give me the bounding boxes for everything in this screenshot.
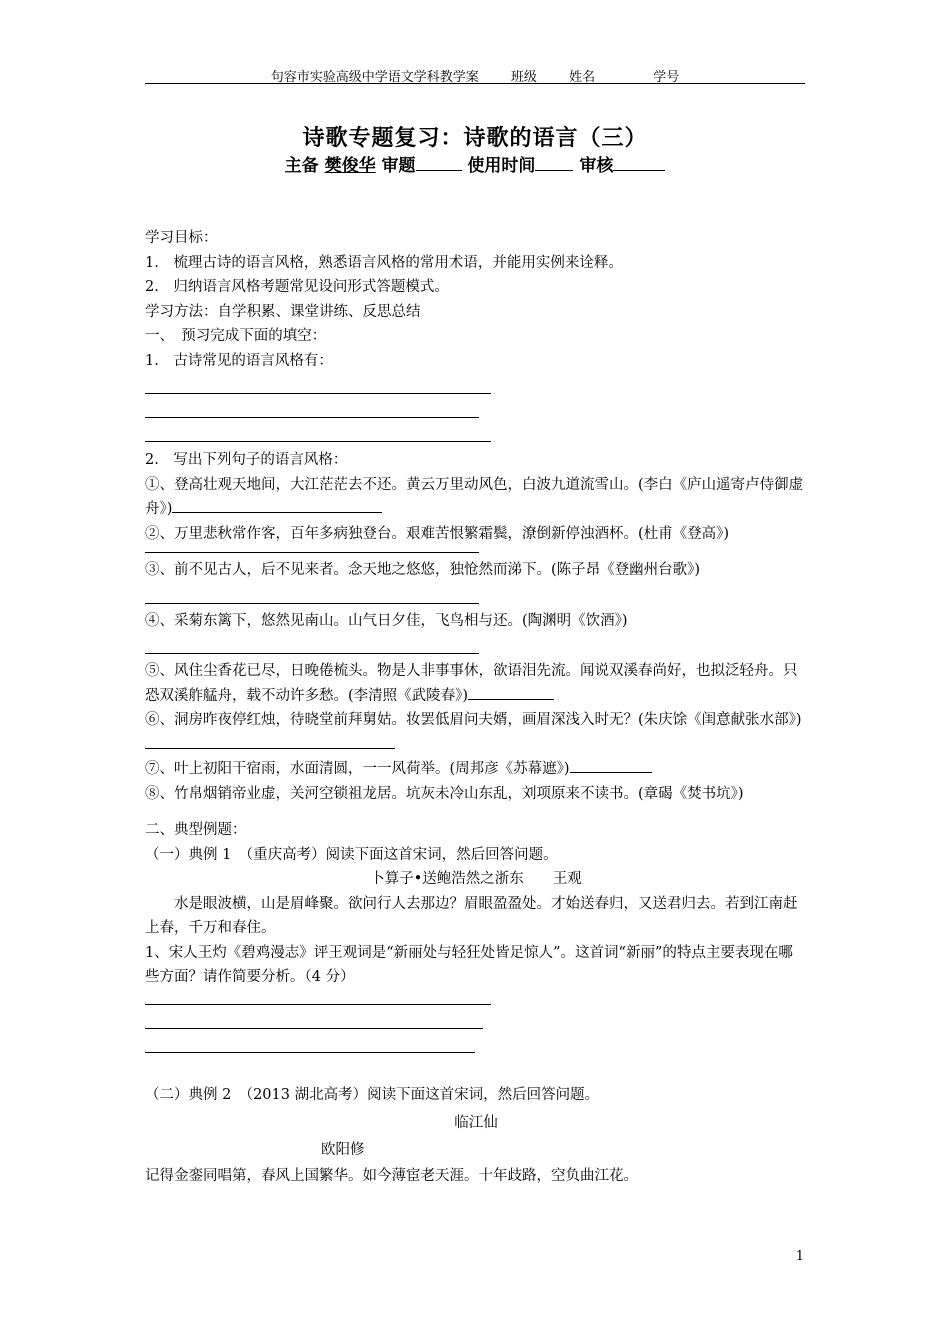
example1-intro: （一）典例 1 （重庆高考）阅读下面这首宋词，然后回答问题。 <box>145 846 558 863</box>
objectives-heading: 学习目标： <box>145 230 218 246</box>
document-body <box>145 226 807 1189</box>
answer-blank <box>570 758 652 773</box>
page-title: 诗歌专题复习：诗歌的语言（三） <box>302 126 648 151</box>
answer-line <box>145 653 479 654</box>
sentence-item: ⑦、叶上初阳干宿雨，水面清圆，一一风荷举。(周邦彦《苏幕遮》) <box>145 757 807 782</box>
poem2-line: 记得金銮同唱第，春风上国繁华。如今薄宦老天涯。十年歧路，空负曲江花。 <box>145 1168 638 1184</box>
answer-blank <box>468 685 554 700</box>
section2-heading: 二、典型例题： <box>145 822 247 838</box>
poem2-title: 临江仙 <box>454 1115 498 1131</box>
time-blank <box>535 156 573 171</box>
poem1-title: 卜算子•送鲍浩然之浙东 王观 <box>370 871 582 887</box>
sentence-item: ⑤、风住尘香花已尽，日晚倦梳头。物是人非事事休，欲语泪先流。闻说双溪春尚好，也拟泛轻舟。只恐双溪舴艋舟，载不动许多愁。(李清照《武陵春》) <box>145 663 798 704</box>
subtitle-line <box>145 151 805 176</box>
sentence-item: ⑥、洞房昨夜停红烛，待晓堂前拜舅姑。妆罢低眉问夫婿，画眉深浅入时无？(朱庆馀《闺意献张水部》) <box>145 708 807 757</box>
review-label: 审题 <box>381 156 416 176</box>
sentence-item: ③、前不见古人，后不见来者。念天地之悠悠，独怆然而涕下。(陈子昂《登幽州台歌》) <box>145 562 701 578</box>
question-1: 1. 古诗常见的语言风格有： <box>145 352 333 369</box>
poem1-text: 水是眼波横，山是眉峰聚。欲问行人去那边？眉眼盈盈处。才始送春归，又送君归去。若到江南赶上春，千万和春住。 <box>145 895 798 936</box>
time-label: 使用时间 <box>467 156 536 176</box>
sentence-item: ②、万里悲秋常作客，百年多病独登台。艰难苦恨繁霜鬓，潦倒新停浊酒杯。(杜甫《登高》) <box>145 525 730 542</box>
sentence-item: ④、采菊东篱下，悠然见南山。山气日夕佳，飞鸟相与还。(陶渊明《饮酒》) <box>145 612 628 629</box>
sentence-item: ⑧、竹帛烟销帝业虚，关河空锁祖龙居。坑灰未冷山东乱，刘项原来不读书。(章碣《焚书坑》) <box>145 785 744 802</box>
example1-question: 1、宋人王灼《碧鸡漫志》评王观词是“新丽处与轻狂处皆足惊人”。这首词“新丽”的特点主要表现在哪些方面？请作简要分析。（4 分） <box>145 944 793 985</box>
objective-item: 1. 梳理古诗的语言风格，熟悉语言风格的常用术语，并能用实例来诠释。 <box>145 254 623 271</box>
header-rule <box>145 83 805 84</box>
class-label: 班级 <box>510 70 537 85</box>
answer-line <box>145 603 479 604</box>
answer-blank <box>145 734 395 749</box>
id-label: 学号 <box>653 70 680 85</box>
audit-blank <box>613 156 665 171</box>
question-2: 2. 写出下列句子的语言风格： <box>145 452 348 468</box>
sentence-item: ①、登高壮观天地间，大江茫茫去不还。黄云万里动风色，白波九道流雪山。(李白《庐山遥寄卢侍御虚舟》) <box>145 476 804 517</box>
page-number: 1 <box>795 1249 804 1264</box>
poem2-author: 欧阳修 <box>321 1141 365 1158</box>
answer-line <box>145 552 479 553</box>
name-label: 姓名 <box>569 70 596 85</box>
section1-heading: 一、 预习完成下面的填空： <box>145 328 327 344</box>
answer-blank <box>172 498 382 513</box>
school-name: 句容市实验高级中学语文学科教学案 <box>270 70 479 85</box>
audit-label: 审核 <box>579 156 614 176</box>
example2-intro: （二）典例 2 （2013 湖北高考）阅读下面这首宋词，然后回答问题。 <box>145 1086 600 1103</box>
review-blank <box>416 156 462 171</box>
author-name: 樊俊华 <box>324 156 376 176</box>
subtitle-prefix: 主备 <box>284 156 319 176</box>
objective-item: 2. 归纳语言风格考题常见设问形式答题模式。 <box>145 279 449 295</box>
learning-method: 学习方法：自学积累、课堂讲练、反思总结 <box>145 303 421 320</box>
